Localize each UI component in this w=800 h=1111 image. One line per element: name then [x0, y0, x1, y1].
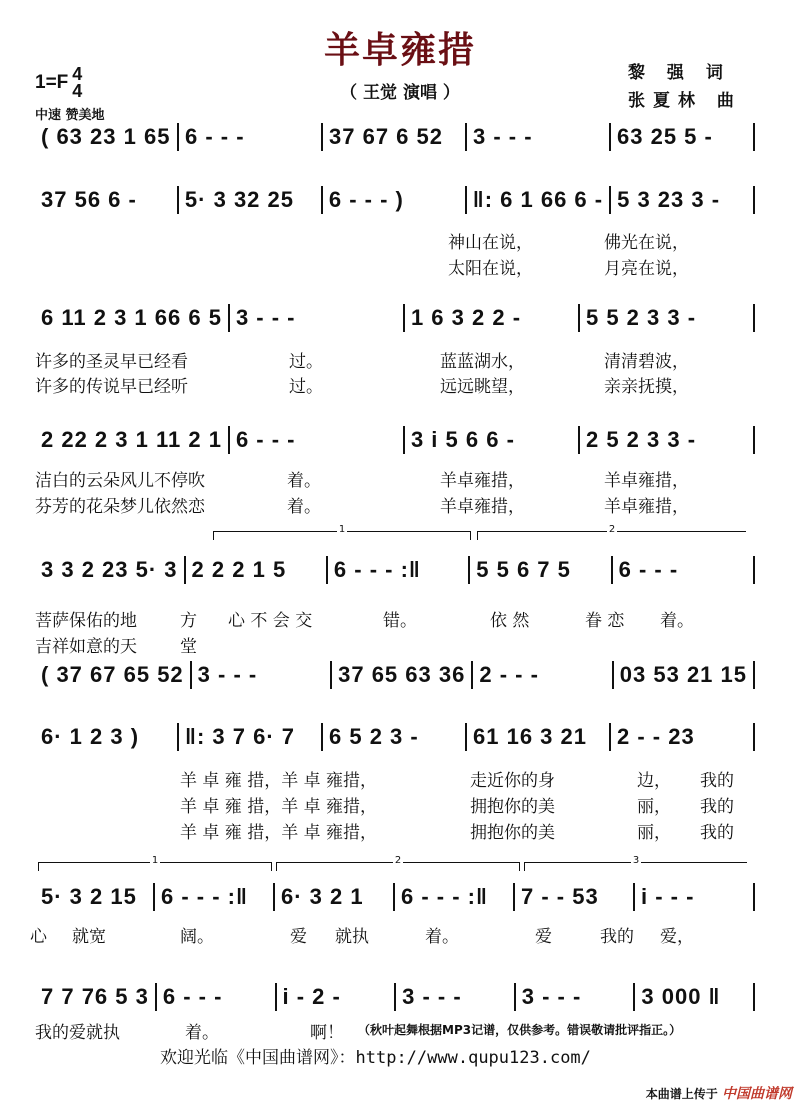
notation-row: [35, 722, 755, 752]
measure: 2 5 2 3 3 -: [585, 427, 697, 452]
lyric: 羊 卓 雍 措，羊 卓 雍措，: [180, 797, 378, 817]
bar-line: [753, 186, 755, 214]
measure: 3 - - -: [473, 124, 533, 149]
lyric: 我的爱就执: [35, 1023, 120, 1043]
bar-line: [753, 426, 755, 454]
measure: 3 - - -: [197, 662, 258, 687]
lyric: 错。: [383, 611, 417, 631]
lyricist: 黎 强 词: [628, 63, 731, 83]
lyric: 我的: [600, 927, 634, 947]
measure: 3 - - -: [402, 984, 462, 1009]
measure: 6· 1 2 3 ): [41, 724, 140, 749]
measure: ‖: 3 7 6· 7: [185, 724, 295, 749]
measure: 6 5 2 3 -: [329, 724, 419, 749]
volta-bracket: 1: [38, 862, 272, 871]
lyric: 爱，: [660, 927, 694, 947]
bar-line: [753, 723, 755, 751]
measure: 5 5 6 7 5: [476, 557, 571, 582]
lyric: 着。: [185, 1023, 219, 1043]
lyric: 着。: [425, 927, 459, 947]
lyric: 清清碧波，: [604, 352, 689, 372]
lyric: 羊 卓 雍 措，羊 卓 雍措，: [180, 823, 378, 843]
tempo-marking: 中速 赞美地: [35, 108, 105, 123]
lyric: 许多的传说早已经听: [35, 377, 188, 397]
lyric: 丽，: [637, 797, 671, 817]
notation-row: [35, 425, 755, 455]
measure: 61 16 3 21: [473, 724, 587, 749]
lyric: 羊卓雍措，: [604, 497, 689, 517]
key: 1=F: [35, 72, 69, 94]
measure: ( 63 23 1 65: [41, 124, 171, 149]
measure: 3 - - -: [521, 984, 582, 1009]
notation-row: [35, 660, 755, 690]
song-title: 羊卓雍措: [323, 30, 476, 71]
lyric: 堂: [180, 637, 197, 657]
lyric: 羊卓雍措，: [440, 471, 525, 491]
time-signature: [72, 66, 82, 100]
measure: i - 2 -: [282, 984, 341, 1009]
volta-bracket: 2: [276, 862, 520, 871]
lyric: 心 不 会 交: [228, 611, 313, 631]
lyric: 许多的圣灵早已经看: [35, 352, 188, 372]
volta-bracket: 3: [524, 862, 747, 871]
lyric: 我的: [700, 797, 734, 817]
measure: ‖: 6 1 66 6 -: [472, 187, 604, 212]
measure: 6 - - - :‖: [161, 884, 248, 909]
lyric: 神山在说，: [448, 233, 533, 253]
measure: 37 65 63 36: [338, 662, 466, 687]
measure: 6 - - - :‖: [401, 884, 488, 909]
measure: 37 67 6 52: [329, 124, 443, 149]
time-bottom: 4: [72, 81, 83, 101]
bar-line: [753, 661, 755, 689]
lyric: 丽，: [637, 823, 671, 843]
lyric: 芬芳的花朵梦儿依然恋: [35, 497, 205, 517]
notation-row: [35, 185, 755, 215]
measure: 3 000 ‖: [641, 984, 721, 1009]
measure: 6 - - -: [185, 124, 245, 149]
measure: 6 11 2 3 1 66 6 5: [41, 305, 222, 330]
lyric: 心: [30, 927, 47, 947]
measure: 3 - - -: [235, 305, 296, 330]
lyric: 边，: [637, 771, 671, 791]
measure: ( 37 67 65 52: [41, 662, 184, 687]
composer: 张夏林 曲: [628, 91, 742, 111]
lyric: 吉祥如意的天: [35, 637, 137, 657]
lyric: 蓝蓝湖水，: [440, 352, 525, 372]
measure: 5· 3 32 25: [184, 187, 294, 212]
lyric: 就执: [335, 927, 369, 947]
bar-line: [753, 304, 755, 332]
lyric: 阔。: [180, 927, 214, 947]
volta-bracket: 2: [477, 531, 746, 540]
lyric: 啊！: [310, 1023, 344, 1043]
notation-row: [35, 555, 755, 585]
measure: 03 53 21 15: [619, 662, 748, 687]
measure: 2 - - -: [479, 662, 539, 687]
lyric: 拥抱你的美: [470, 797, 555, 817]
lyric: 着。: [287, 471, 321, 491]
key-signature: [35, 66, 82, 100]
measure: 5 5 2 3 3 -: [585, 305, 697, 330]
lyric: 依 然: [490, 611, 530, 631]
lyric: 佛光在说，: [604, 233, 689, 253]
time-top: 4: [72, 64, 83, 84]
upload-credit: [646, 1083, 792, 1103]
lyric: 太阳在说，: [448, 259, 533, 279]
lyric: 洁白的云朵风儿不停吹: [35, 471, 205, 491]
measure: 3 3 2 23 5· 3: [41, 557, 178, 582]
measure: 6 - - - :‖: [333, 557, 421, 582]
bar-line: [753, 983, 755, 1011]
lyric: 我的: [700, 771, 734, 791]
lyric: 过。: [289, 377, 323, 397]
lyric: 拥抱你的美: [470, 823, 555, 843]
transcriber-note: （秋叶起舞根据MP3记谱，仅供参考。错误敬请批评指正。）: [358, 1023, 682, 1037]
measure: 2 2 2 1 5: [191, 557, 287, 582]
notation-row: [35, 982, 755, 1012]
lyric: 月亮在说，: [604, 259, 689, 279]
lyric: 走近你的身: [470, 771, 555, 791]
bar-line: [753, 556, 755, 584]
measure: 6 - - -: [618, 557, 679, 582]
lyric: 着。: [660, 611, 694, 631]
lyric: 爱: [535, 927, 552, 947]
lyric: 我的: [700, 823, 734, 843]
measure: 5 3 23 3 -: [617, 187, 721, 212]
lyric: 着。: [287, 497, 321, 517]
lyric: 羊卓雍措，: [440, 497, 525, 517]
lyric: 过。: [289, 352, 323, 372]
site-logo: 中国曲谱网: [722, 1086, 792, 1102]
singer: （ 王觉 演唱 ）: [340, 83, 460, 103]
measure: 5· 3 2 15: [41, 884, 137, 909]
lyric: 亲亲抚摸，: [604, 377, 689, 397]
lyric: 爱: [290, 927, 307, 947]
lyric: 菩萨保佑的地: [35, 611, 137, 631]
lyric: 眷 恋: [585, 611, 625, 631]
measure: i - - -: [641, 884, 695, 909]
measure: 2 22 2 3 1 11 2 1: [41, 427, 222, 452]
lyric: 羊 卓 雍 措，羊 卓 雍措，: [180, 771, 378, 791]
lyric: 远远眺望，: [440, 377, 525, 397]
measure: 2 - - 23: [617, 724, 695, 749]
measure: 6· 3 2 1: [281, 884, 364, 909]
measure: 7 - - 53: [521, 884, 599, 909]
lyric: 就宽: [72, 927, 106, 947]
measure: 7 7 76 5 3: [41, 984, 149, 1009]
bar-line: [753, 123, 755, 151]
measure: 1 6 3 2 2 -: [410, 305, 522, 330]
notation-row: [35, 303, 755, 333]
measure: 6 - - -: [235, 427, 296, 452]
measure: 37 56 6 -: [41, 187, 137, 212]
site-footer[interactable]: 欢迎光临《中国曲谱网》：http://www.qupu123.com/: [160, 1048, 591, 1068]
bar-line: [753, 883, 755, 911]
notation-row: [35, 122, 755, 152]
volta-bracket: 1: [213, 531, 471, 540]
lyric: 方: [180, 611, 197, 631]
measure: 3 i 5 6 6 -: [410, 427, 515, 452]
upload-text: 本曲谱上传于: [645, 1087, 718, 1101]
measure: 6 - - - ): [328, 187, 404, 212]
measure: 6 - - -: [162, 984, 223, 1009]
notation-row: [35, 882, 755, 912]
lyric: 羊卓雍措，: [604, 471, 689, 491]
measure: 63 25 5 -: [617, 124, 713, 149]
